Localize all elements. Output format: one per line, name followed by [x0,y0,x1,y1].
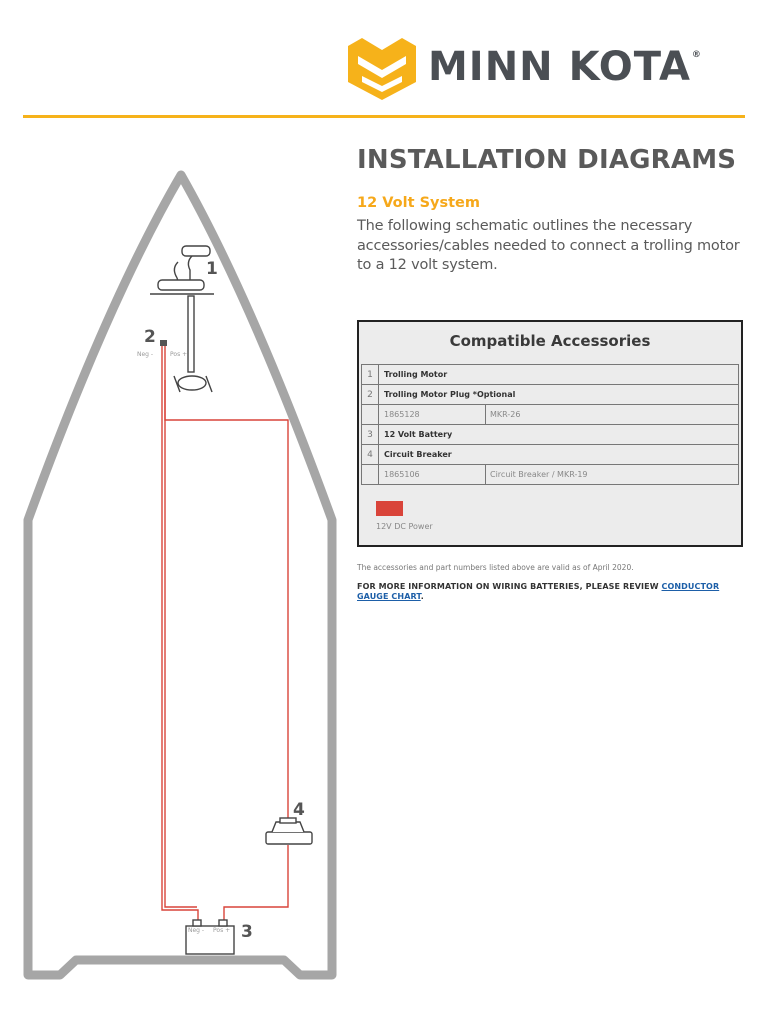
label-breaker-number: 4 [293,800,305,820]
part-description: Circuit Breaker / MKR-19 [490,470,588,479]
row-name: 12 Volt Battery [384,430,453,439]
logo-emblem-icon [348,38,416,100]
battery-icon [186,920,234,954]
table-row [361,384,739,404]
row-number [362,465,379,484]
boat-hull [28,175,332,975]
boat-wiring-diagram [0,160,350,1000]
part-number: 1865106 [379,465,486,484]
conductor-gauge-link[interactable]: CONDUCTOR GAUGE CHART [357,582,720,601]
label-plug-pos: Pos + [170,351,188,358]
header-divider [23,115,745,118]
page-title: INSTALLATION DIAGRAMS [357,145,737,175]
more-info-text: FOR MORE INFORMATION ON WIRING BATTERIES, PLEASE REVIEW CONDUCTOR GAUGE CHART. [357,582,720,601]
table-row [361,364,739,384]
accessories-table [357,320,743,547]
row-number: 4 [362,445,379,464]
row-number: 3 [362,425,379,444]
row-number: 1 [362,365,379,384]
part-number: 1865128 [379,405,486,424]
section-description: The following schematic outlines the necessary accessories/cables needed to connect a trolling motor to a 12 volt system. [357,218,740,273]
trolling-motor-icon [150,246,214,392]
row-name: Circuit Breaker [384,450,452,459]
legend-label: 12V DC Power [376,522,433,531]
accessories-title: Compatible Accessories [449,332,651,350]
legend-swatch [376,501,403,516]
table-row [361,404,739,424]
row-name: Trolling Motor [384,370,448,379]
validity-note: The accessories and part numbers listed above are valid as of April 2020. [357,563,634,572]
label-plug-neg: Neg - [137,351,154,358]
row-name: Trolling Motor Plug *Optional [384,390,516,399]
label-battery-pos: Pos + [213,927,231,934]
part-description: MKR-26 [490,410,521,419]
label-battery-number: 3 [241,922,253,942]
label-motor-number: 1 [206,259,218,279]
table-row [361,464,739,485]
circuit-breaker-icon [266,818,312,844]
brand-name: MINN KOTA® [428,44,702,90]
row-number: 2 [362,385,379,404]
section-subtitle: 12 Volt System [357,195,480,211]
table-row [361,444,739,464]
label-plug-number: 2 [144,327,156,347]
table-row [361,424,739,444]
plug-connector [160,340,167,346]
label-battery-neg: Neg - [188,927,205,934]
row-number [362,405,379,424]
